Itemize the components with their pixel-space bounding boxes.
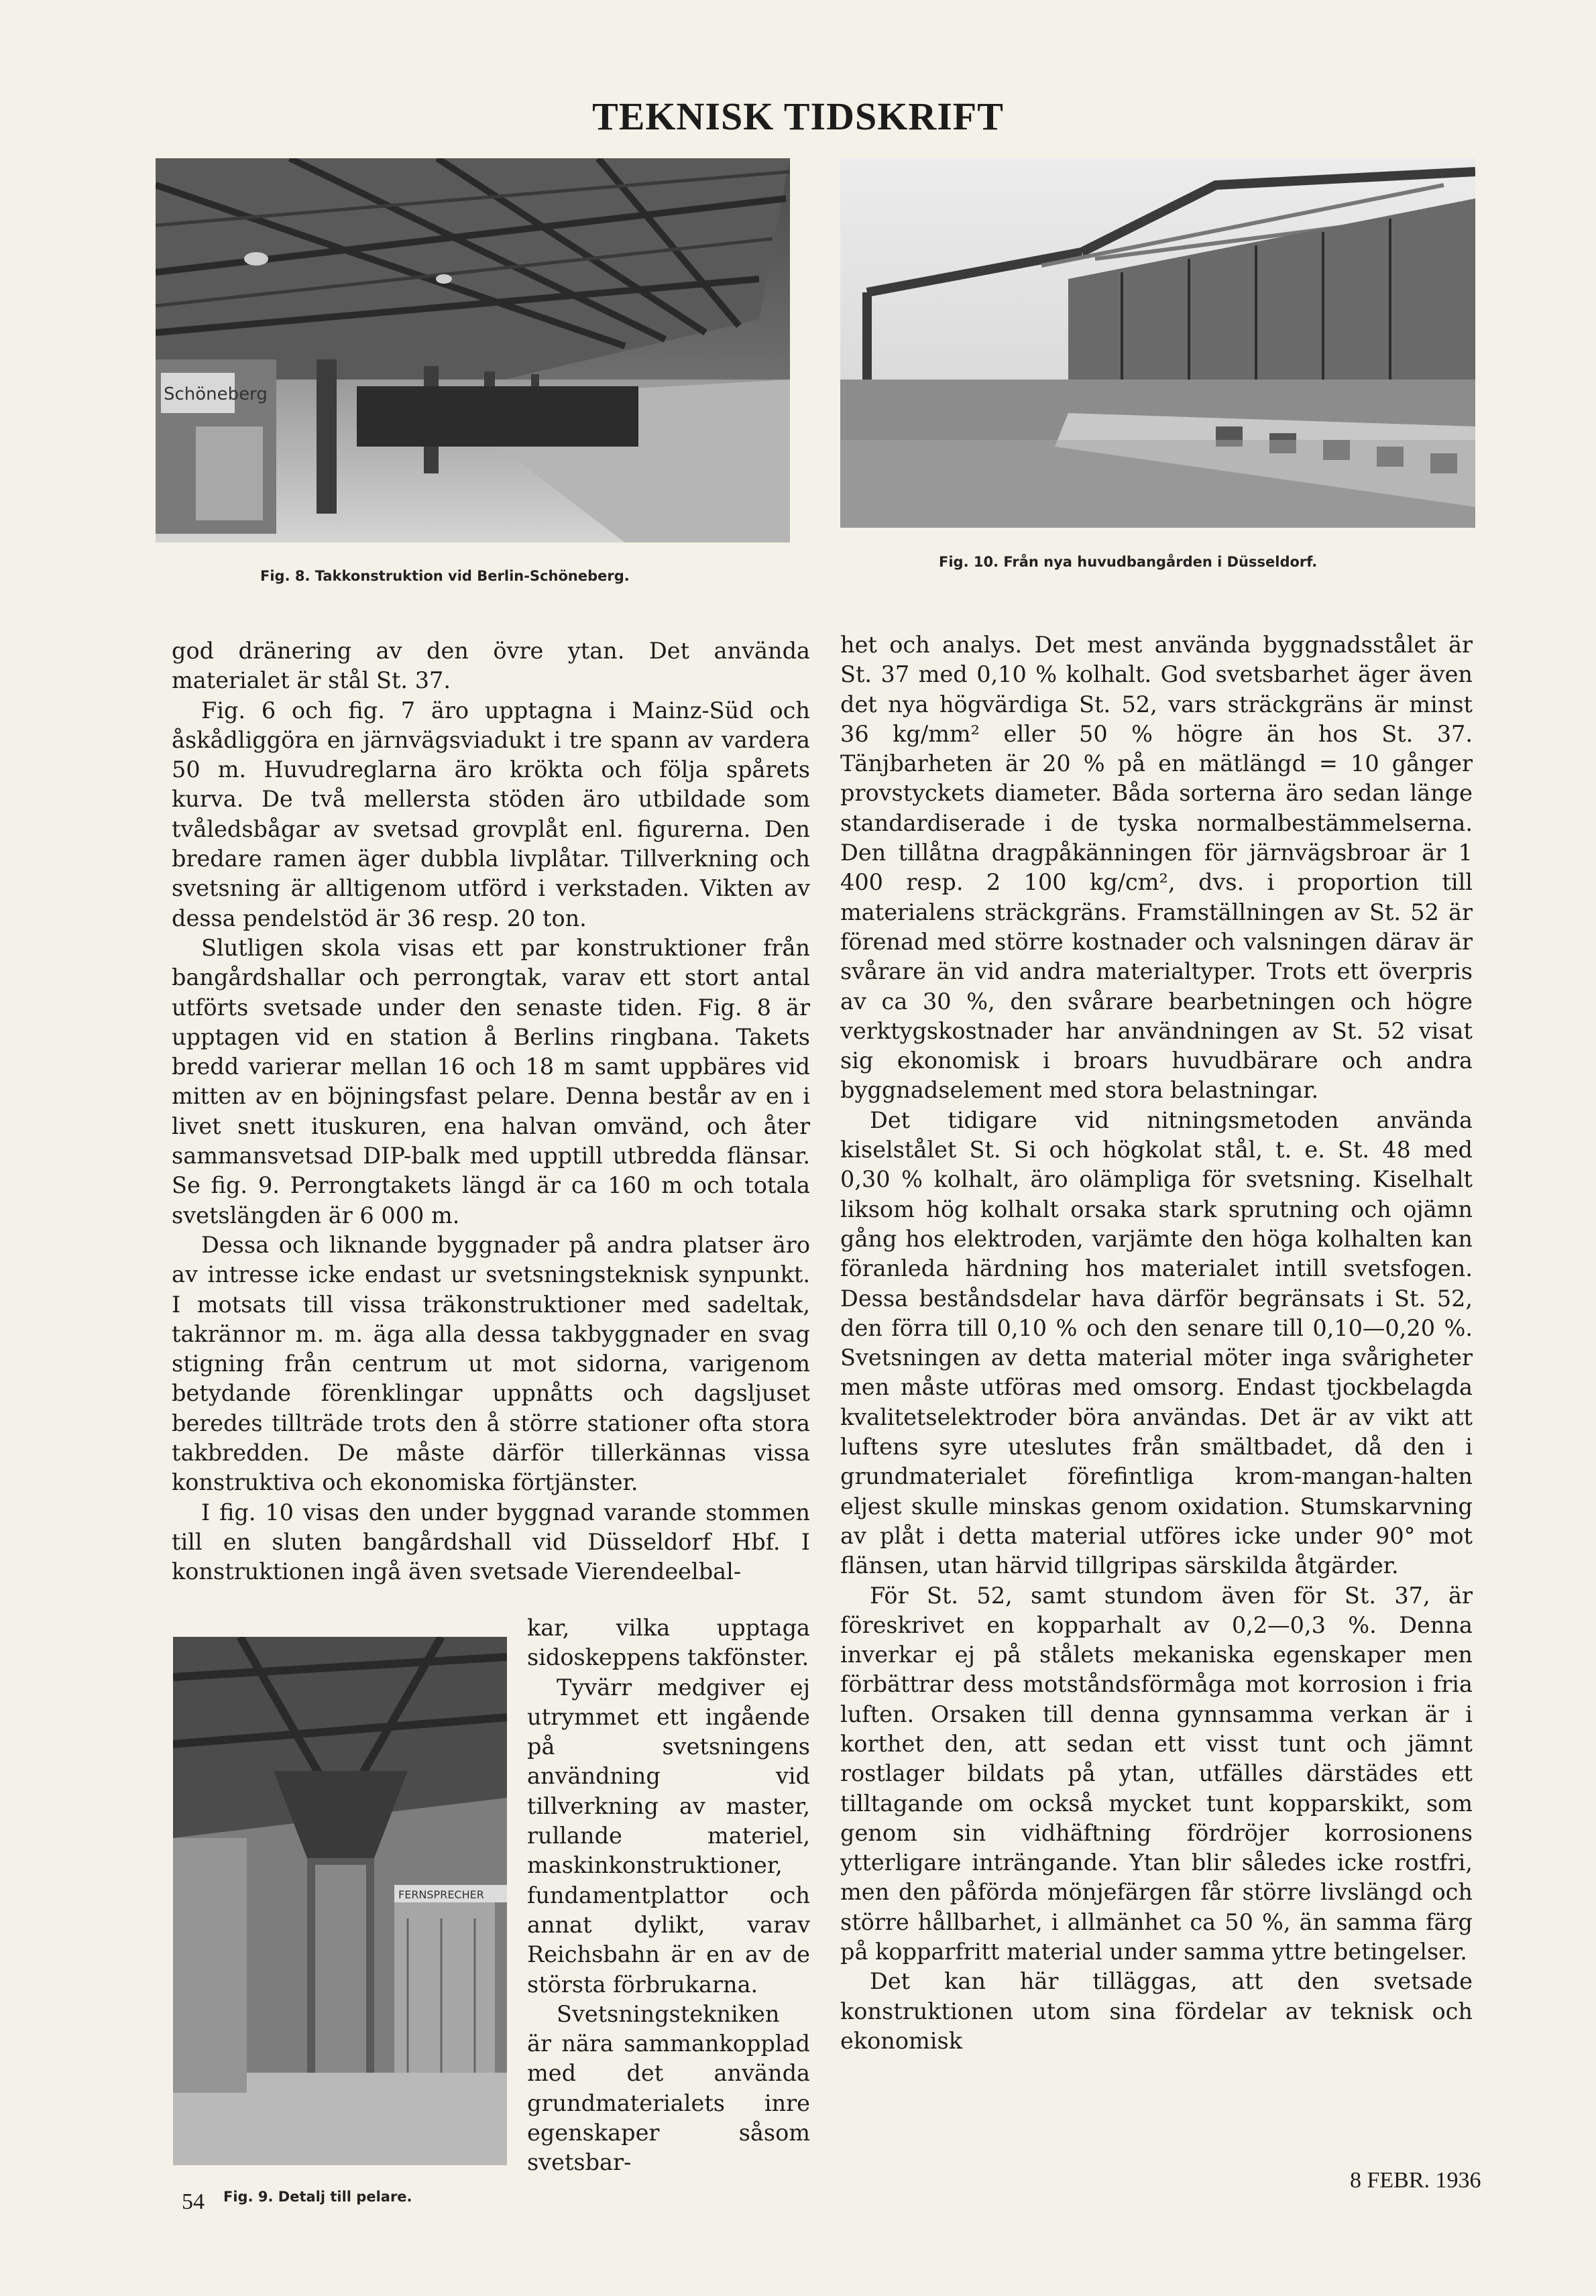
schoneberg-sign: Schöneberg bbox=[164, 384, 268, 404]
left-paragraph-2: Fig. 6 och fig. 7 äro upptagna i Mainz-Süd och åskådliggöra en järnvägsviadukt i tre spann av vardera 50 m. Huvudreglarna äro krökta och följa spårets kurva. De två mellersta stöden äro utbildade som tvåledsbågar av svetsad grovplåt enl. figurerna. Den bredare ramen äger dubbla livplåtar. Tillverkning och svetsning är alltigenom utförd i verkstaden. Vikten av dessa pendelstöd är 36 resp. 20 ton. bbox=[172, 697, 810, 931]
issue-date: 8 FEBR. 1936 bbox=[1350, 2168, 1481, 2193]
left-paragraph-7: Svetsningstekniken är nära sammankopplad med det använda grundmaterialets inre egenskaper såsom svetsbar- bbox=[527, 2000, 810, 2176]
figure-8-caption: Fig. 8. Takkonstruktion vid Berlin-Schöneberg. bbox=[260, 568, 630, 584]
right-paragraph-3: För St. 52, samt stundom även för St. 37, är föreskrivet en kopparhalt av 0,2—0,3 %. Denna inverkar ej på stålets mekaniska egenskaper men förbättrar dess motståndsförmåga mot korrosion i fria luften. Orsaken till denna gynnsamma verkan är i korthet den, att sedan ett visst tunt och jämnt rostlager bildats på ytan, utfälles därstädes ett tilltagande om också mycket tunt kopparskikt, som genom sin vidhäftning fördröjer korrosionens ytterligare inträngande. Ytan blir således icke rostfri, men den påförda mönjefärgen får större livslängd och större hållbarhet, i allmänhet ca 50 %, än samma färg på kopparfritt material under samma yttre betingelser. bbox=[840, 1582, 1473, 1965]
page-number: 54 bbox=[182, 2189, 205, 2214]
left-column-narrow bbox=[527, 1613, 810, 2178]
journal-title: TEKNISK TIDSKRIFT bbox=[592, 95, 1004, 138]
fernsprecher-sign: FERNSPRECHER bbox=[398, 1888, 484, 1901]
left-paragraph-1: god dränering av den övre ytan. Det använda materialet är stål St. 37. bbox=[172, 638, 810, 694]
left-paragraph-3: Slutligen skola visas ett par konstruktioner från bangårdshallar och perrongtak, varav ett stort antal utförts svetsade under den senaste tiden. Fig. 8 är upptagen vid en station å Berlins ringbana. Takets bredd varierar mellan 16 och 18 m samt uppbäres vid mitten av en böjningsfast pelare. Denna består av en i livet snett ituskuren, ena halvan omvänd, och åter sammansvetsad DIP-balk med upptill utbredda flänsar. Se fig. 9. Perrongtakets längd är ca 160 m och totala svetslängden är 6 000 m. bbox=[172, 934, 810, 1228]
right-paragraph-2: Det tidigare vid nitningsmetoden använda kiselstålet St. Si och högkolat stål, t. e. St. 48 med 0,30 % kolhalt, äro olämpliga för svetsning. Kiselhalt liksom hög kolhalt orsaka stark sprutning och ojämn gång hos elektroden, varjämte den höga kolhalten kan föranleda härdning hos materialet intill svetsfogen. Dessa beståndsdelar hava därför begränsats i St. 52, den förra till 0,10 % och den senare till 0,10—0,20 %. Svetsningen av detta material möter inga svårigheter men måste utföras med omsorg. Endast tjockbelagda kvalitetselektroder böra användas. Det är av vikt att luftens syre uteslutes från smältbadet, då den i grundmaterialet förefintliga krom-mangan-halten eljest skulle minskas genom oxidation. Stumskarvning av plåt i detta material utföres icke under 90° mot flänsen, utan härvid tillgripas särskilda åtgärder. bbox=[840, 1106, 1473, 1579]
figure-10-photo bbox=[840, 158, 1475, 528]
figure-10-caption: Fig. 10. Från nya huvudbangården i Düsseldorf. bbox=[939, 554, 1318, 570]
figure-8-photo bbox=[156, 158, 790, 542]
right-paragraph-4: Det kan här tilläggas, att den svetsade konstruktionen utom sina fördelar av teknisk och ekonomisk bbox=[840, 1968, 1473, 2054]
left-column-top bbox=[172, 636, 810, 1587]
left-paragraph-5: I fig. 10 visas den under byggnad varande stommen till en sluten bangårdshall vid Düsseldorf Hbf. I konstruktionen ingå även svetsade Vierendeelbal- bbox=[172, 1499, 810, 1585]
left-paragraph-4: Dessa och liknande byggnader på andra platser äro av intresse icke endast ur svetsningsteknisk synpunkt. I motsats till vissa träkonstruktioner med sadeltak, takrännor m. m. äga alla dessa takbyggnader en svag stigning från centrum ut mot sidorna, varigenom betydande förenklingar uppnåtts och dagsljuset beredes tillträde trots den å större stationer ofta stora takbredden. De måste därför tillerkännas vissa konstruktiva och ekonomiska förtjänster. bbox=[172, 1231, 810, 1496]
left-paragraph-5-cont: kar, vilka upptaga sidoskeppens takfönster. bbox=[527, 1615, 810, 1671]
left-paragraph-6: Tyvärr medgiver ej utrymmet ett ingående på svetsningens användning vid tillverkning av master, rullande materiel, maskinkonstruktioner, fundamentplattor och annat dylikt, varav Reichsbahn är en av de största förbrukarna. bbox=[527, 1674, 810, 1998]
figure-9-caption: Fig. 9. Detalj till pelare. bbox=[223, 2189, 412, 2205]
figure-9-photo bbox=[173, 1637, 507, 2165]
right-column bbox=[840, 630, 1473, 2056]
right-paragraph-1: het och analys. Det mest använda byggnadsstålet är St. 37 med 0,10 % kolhalt. God svetsbarhet äger även det nya högvärdiga St. 52, vars sträckgräns är minst 36 kg/mm² eller 50 % högre än hos St. 37. Tänjbarheten är 20 % på en mätlängd = 10 gånger provstyckets diameter. Båda sorterna äro sedan länge standardiserade i de tyska normalbestämmelserna. Den tillåtna dragpåkänningen för järnvägsbroar är 1 400 resp. 2 100 kg/cm², dvs. i proportion till materialens sträckgräns. Framställningen av St. 52 är förenad med större kostnader och valsningen därav är svårare än vid andra materialtyper. Trots ett överpris av ca 30 %, den svårare bearbetningen och högre verktygskostnader har användningen av St. 52 visat sig ekonomisk i broars huvudbärare och andra byggnadselement med stora belastningar. bbox=[840, 632, 1473, 1104]
